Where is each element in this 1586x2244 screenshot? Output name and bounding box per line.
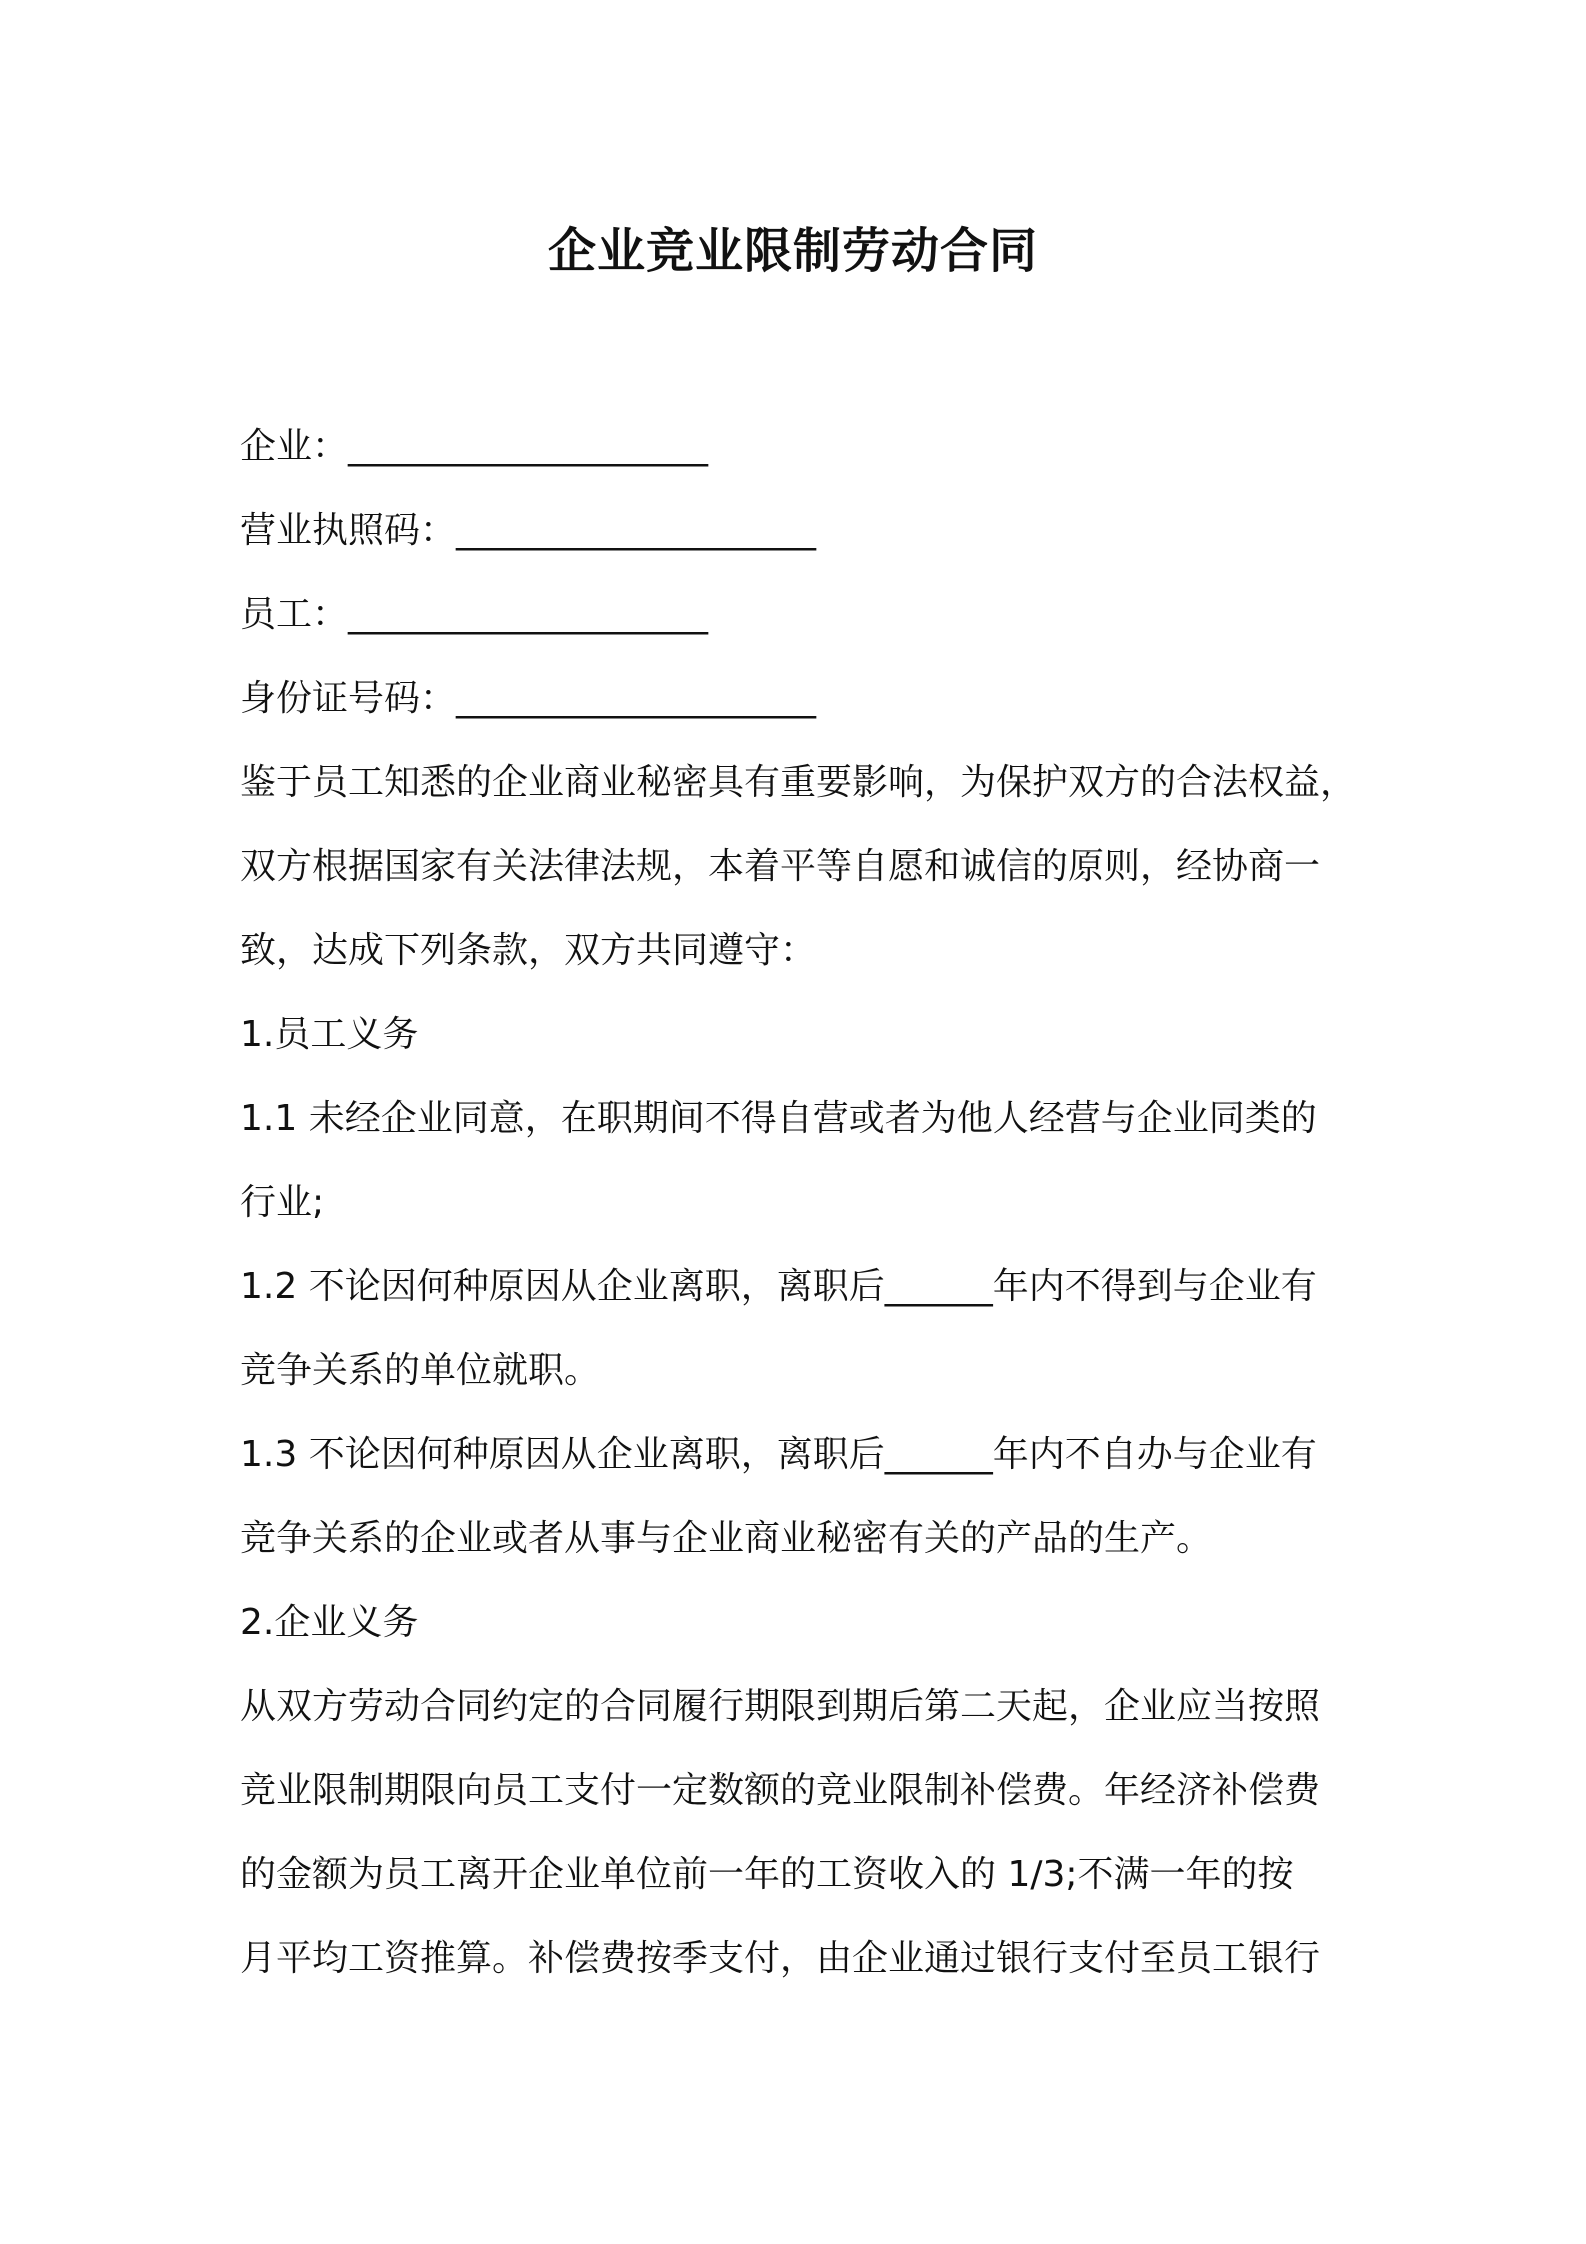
paragraph-line: 的金额为员工离开企业单位前一年的工资收入的 1/3;不满一年的按	[240, 1854, 1294, 1895]
paragraph-line: 行业;	[240, 1182, 325, 1223]
field-business-license	[240, 489, 1360, 573]
preamble-paragraph	[240, 741, 1360, 993]
paragraph-line: 1.1 未经企业同意，在职期间不得自营或者为他人经营与企业同类的	[240, 1098, 1317, 1139]
paragraph-line: 竞业限制期限向员工支付一定数额的竞业限制补偿费。年经济补偿费	[240, 1770, 1321, 1811]
field-company	[240, 405, 1360, 489]
field-label: 营业执照码：	[240, 510, 457, 551]
paragraph-line: 从双方劳动合同约定的合同履行期限到期后第二天起，企业应当按照	[240, 1686, 1321, 1727]
paragraph-line: 鉴于员工知悉的企业商业秘密具有重要影响，为保护双方的合法权益，	[240, 762, 1357, 803]
field-blank: ____________________	[348, 594, 709, 635]
paragraph-line: 双方根据国家有关法律法规，本着平等自愿和诚信的原则，经协商一	[240, 846, 1321, 887]
section-heading-employee-obligations: 1.员工义务	[240, 1014, 419, 1055]
paragraph-line: 竞争关系的单位就职。	[240, 1350, 601, 1391]
paragraph-line: 1.2 不论因何种原因从企业离职，离职后______年内不得到与企业有	[240, 1266, 1317, 1307]
field-label: 身份证号码：	[240, 678, 457, 719]
paragraph-line: 致，达成下列条款，双方共同遵守：	[240, 930, 817, 971]
clause-1-2	[240, 1245, 1360, 1413]
field-label: 企业：	[240, 426, 349, 467]
field-blank: ____________________	[348, 426, 709, 467]
section-heading-company-obligations: 2.企业义务	[240, 1602, 419, 1643]
paragraph-line: 月平均工资推算。补偿费按季支付，由企业通过银行支付至员工银行	[240, 1938, 1321, 1979]
paragraph-line: 竞争关系的企业或者从事与企业商业秘密有关的产品的生产。	[240, 1518, 1213, 1559]
field-id-number	[240, 657, 1360, 741]
document-body	[240, 405, 1360, 2001]
clause-1-3	[240, 1413, 1360, 1581]
paragraph-line: 1.3 不论因何种原因从企业离职，离职后______年内不自办与企业有	[240, 1434, 1317, 1475]
field-employee	[240, 573, 1360, 657]
company-obligations-paragraph	[240, 1665, 1360, 2001]
field-blank: ____________________	[456, 510, 817, 551]
field-blank: ____________________	[456, 678, 817, 719]
document-title: 企业竞业限制劳动合同	[547, 223, 1038, 279]
field-label: 员工：	[240, 594, 349, 635]
clause-1-1	[240, 1077, 1360, 1245]
